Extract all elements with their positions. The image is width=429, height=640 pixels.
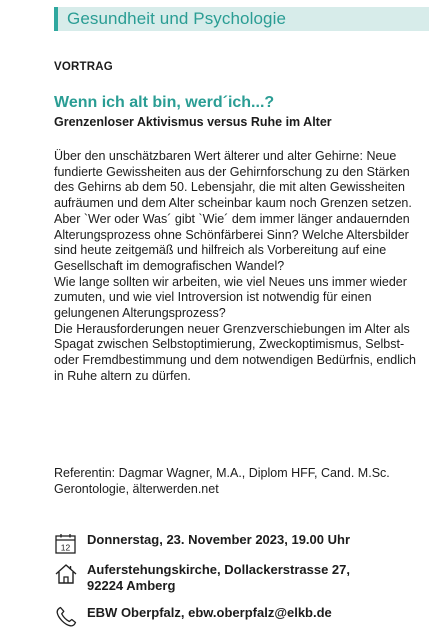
section-header [54, 7, 429, 31]
house-icon [54, 562, 78, 586]
location-city: 92224 Amberg [87, 578, 176, 593]
description-paragraph: Wie lange sollten wir arbeiten, wie viel Neues uns immer wieder zumuten, und wie viel Introversion ist notwendig für einen gelungenen Alterungsprozess? [54, 274, 407, 321]
description-paragraph: Aber `Wer oder Was´ gibt `Wie´ dem immer länger andauernden Alterungsprozess ohne Schönfärberei Sinn? Welche Altersbilder sind heute zeitgemäß und hilfreich als Vorbereitung auf eine Gesellschaft im demografischen Wandel? [54, 211, 410, 273]
section-title: Gesundheit und Psychologie [67, 9, 287, 28]
location-address: Auferstehungskirche, Dollackerstrasse 27, [87, 562, 351, 577]
event-category: VORTRAG [54, 61, 113, 73]
description-paragraph: Über den unschätzbaren Wert älterer und alter Gehirne: Neue fundierte Gewissheiten aus der Gehirnforschung zu den Stärken des Gehirns ab dem 50. Lebensjahr, die mit alten Gewissheiten aufräumen und dem Alter scheinbar kaum noch Grenzen setzen. [54, 149, 412, 211]
organizer-contact: EBW Oberpfalz, ebw.oberpfalz@elkb.de [87, 605, 332, 620]
event-organizer-row [54, 605, 332, 629]
event-date-row [54, 532, 350, 556]
description-paragraph: Die Herausforderungen neuer Grenzverschiebungen im Alter als Spagat zwischen Selbstoptimierung, Zweckoptimismus, Selbst- oder Fremdbestimmung und dem notwendigen Bedürfnis, endlich in Ruhe altern zu dürfen. [54, 321, 417, 383]
event-location-row [54, 562, 350, 594]
speaker-info: Referentin: Dagmar Wagner, M.A., Diplom HFF, Cand. M.Sc. Gerontologie, älterwerden.net [54, 466, 390, 496]
event-subtitle: Grenzenloser Aktivismus versus Ruhe im Alter [54, 115, 332, 129]
calendar-icon [54, 532, 78, 556]
phone-icon [54, 605, 78, 629]
calendar-day-number: 12 [60, 542, 71, 553]
event-date: Donnerstag, 23. November 2023, 19.00 Uhr [87, 532, 351, 547]
event-description [54, 149, 422, 385]
event-title: Wenn ich alt bin, werd´ich...? [54, 94, 275, 111]
